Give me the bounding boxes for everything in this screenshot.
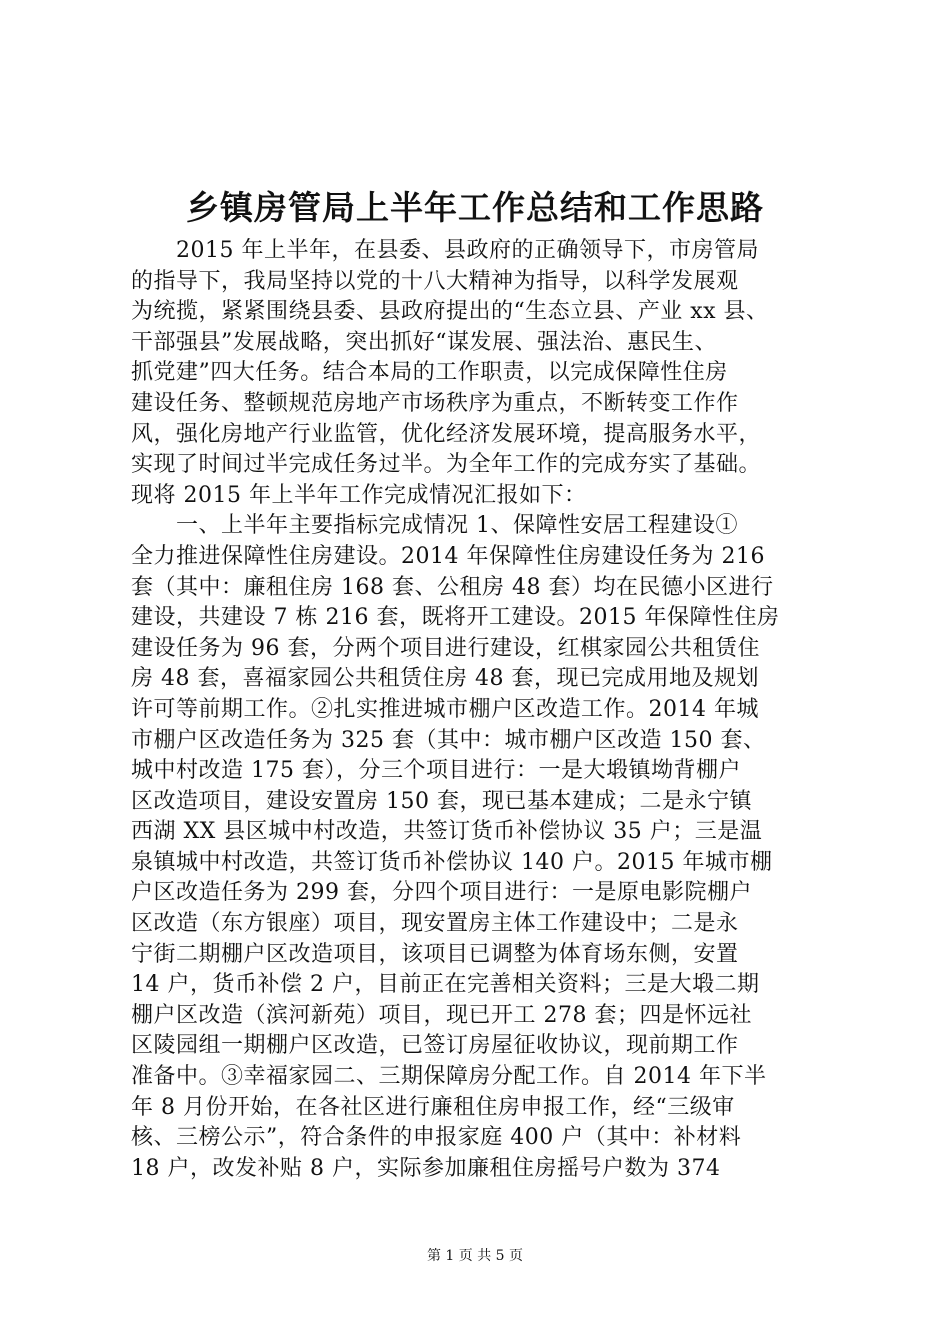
body-line: 房 48 套，喜福家园公共租赁住房 48 套，现已完成用地及规划 xyxy=(131,666,759,692)
body-line: 户区改造任务为 299 套，分四个项目进行：一是原电影院棚户 xyxy=(131,880,752,906)
body-line: 宁街二期棚户区改造项目，该项目已调整为体育场东侧，安置 xyxy=(131,941,739,967)
page-footer: 第 1 页 共 5 页 xyxy=(426,1248,524,1264)
body-line: 许可等前期工作。②扎实推进城市棚户区改造工作。2014 年城 xyxy=(131,696,759,722)
body-line: 城中村改造 175 套），分三个项目进行：一是大塅镇坳背棚户 xyxy=(131,758,741,784)
body-line: 抓党建”四大任务。结合本局的工作职责，以完成保障性住房 xyxy=(131,360,728,386)
body-line: 建设任务、整顿规范房地产市场秩序为重点，不断转变工作作 xyxy=(131,390,739,416)
body-line: 市棚户区改造任务为 325 套（其中：城市棚户区改造 150 套、 xyxy=(131,727,766,753)
body-line: 14 户，货币补偿 2 户，目前正在完善相关资料；三是大塅二期 xyxy=(131,972,760,998)
document-title: 乡镇房管局上半年工作总结和工作思路 xyxy=(186,188,764,227)
body-line: 区改造（东方银座）项目，现安置房主体工作建设中；二是永 xyxy=(131,911,739,937)
body-line: 实现了时间过半完成任务过半。为全年工作的完成夯实了基础。 xyxy=(131,452,762,478)
body-line: 一、上半年主要指标完成情况 1、保障性安居工程建设① xyxy=(131,513,738,539)
body-line: 准备中。③幸福家园二、三期保障房分配工作。自 2014 年下半 xyxy=(131,1064,767,1090)
body-line: 年 8 月份开始，在各社区进行廉租住房申报工作，经“三级审 xyxy=(131,1094,735,1120)
body-line: 干部强县”发展战略，突出抓好“谋发展、强法治、惠民生、 xyxy=(131,329,717,355)
body-line: 建设，共建设 7 栋 216 套，既将开工建设。2015 年保障性住房 xyxy=(131,605,780,631)
body-line: 建设任务为 96 套，分两个项目进行建设，红棋家园公共租赁住 xyxy=(131,635,760,661)
document-body xyxy=(131,236,831,1184)
body-line: 套（其中：廉租住房 168 套、公租房 48 套）均在民德小区进行 xyxy=(131,574,774,600)
body-line: 18 户，改发补贴 8 户，实际参加廉租住房摇号户数为 374 xyxy=(131,1155,721,1181)
body-line: 为统揽，紧紧围绕县委、县政府提出的“生态立县、产业 xx 县、 xyxy=(131,299,769,325)
body-line: 区陵园组一期棚户区改造，已签订房屋征收协议，现前期工作 xyxy=(131,1033,739,1059)
body-line: 泉镇城中村改造，共签订货币补偿协议 140 户。2015 年城市棚 xyxy=(131,849,773,875)
body-line: 西湖 XX 县区城中村改造，共签订货币补偿协议 35 户；三是温 xyxy=(131,819,763,845)
body-line: 现将 2015 年上半年工作完成情况汇报如下： xyxy=(131,482,587,508)
body-line: 2015 年上半年，在县委、县政府的正确领导下，市房管局 xyxy=(131,238,759,263)
body-line: 区改造项目，建设安置房 150 套，现已基本建成；二是永宁镇 xyxy=(131,788,752,814)
body-line: 核、三榜公示”，符合条件的申报家庭 400 户（其中：补材料 xyxy=(131,1125,742,1151)
body-line: 的指导下，我局坚持以党的十八大精神为指导，以科学发展观 xyxy=(131,268,739,294)
body-line: 棚户区改造（滨河新苑）项目，现已开工 278 套；四是怀远社 xyxy=(131,1002,752,1028)
body-line: 风，强化房地产行业监管，优化经济发展环境，提高服务水平， xyxy=(131,421,762,447)
body-line: 全力推进保障性住房建设。2014 年保障性住房建设任务为 216 xyxy=(131,543,765,569)
